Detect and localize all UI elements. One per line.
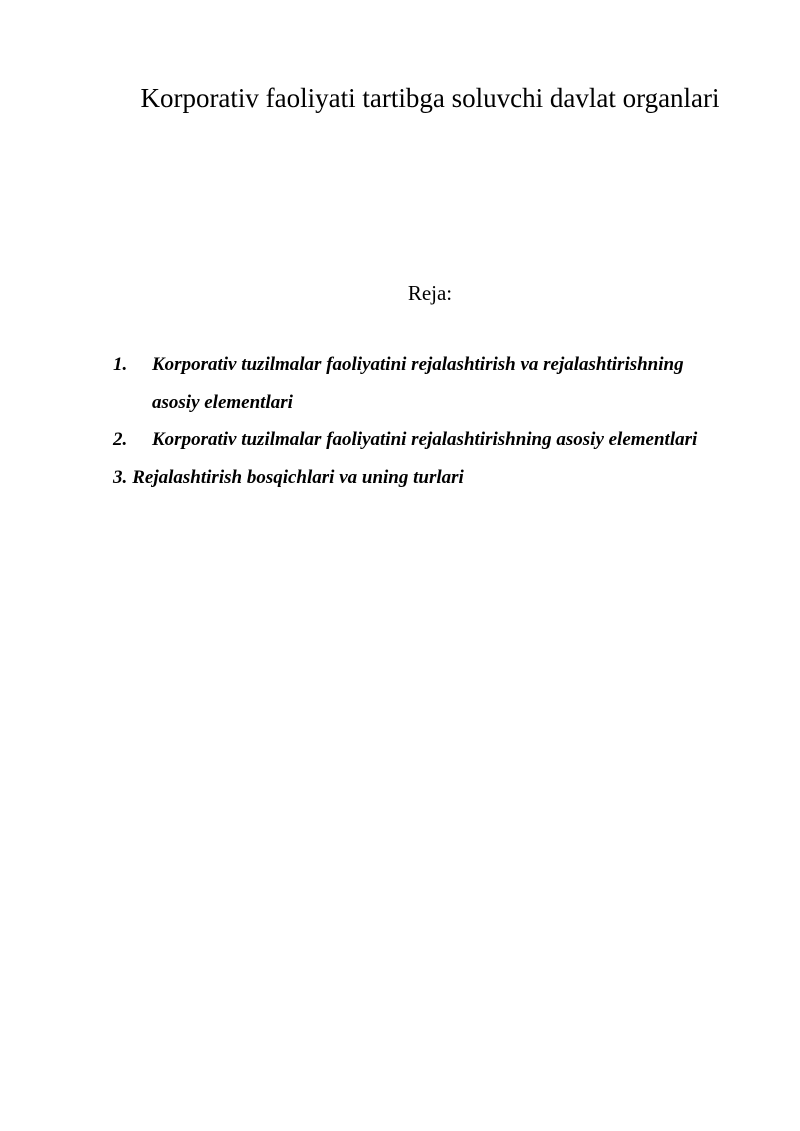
plan-item-number: 2.: [113, 429, 128, 450]
plan-list: [113, 346, 713, 496]
plan-item-text: Korporativ tuzilmalar faoliyatini rejalashtirish va rejalashtirishning asosiy elementlari: [152, 354, 684, 413]
plan-heading: Reja:: [407, 281, 453, 305]
plan-item-1: [113, 346, 713, 421]
plan-item-number: 3.: [113, 466, 128, 488]
plan-item-number: 1.: [113, 354, 128, 375]
plan-item-text: Rejalashtirish bosqichlari va uning turlari: [132, 466, 464, 488]
plan-item-2: [113, 421, 713, 459]
plan-item-text: Korporativ tuzilmalar faoliyatini rejalashtirishning asosiy elementlari: [152, 429, 698, 450]
plan-item-3: [113, 459, 713, 497]
document-title: Korporativ faoliyati tartibga soluvchi davlat organlari: [140, 83, 720, 113]
